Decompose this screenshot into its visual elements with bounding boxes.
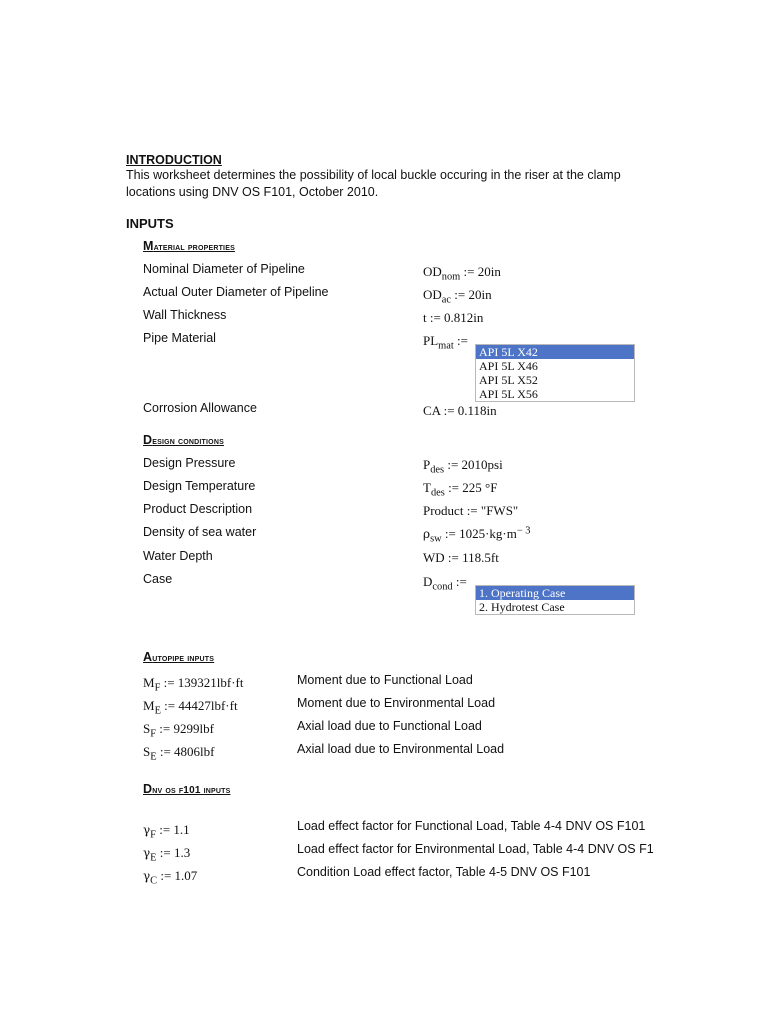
nominal-diameter-label: Nominal Diameter of Pipeline xyxy=(143,262,305,276)
gamma-environmental-expression[interactable]: $\gamma_E$ := 1.3 xyxy=(143,845,191,864)
gamma-condition-expression[interactable]: $\gamma_C$ := 1.07 xyxy=(143,868,198,887)
introduction-heading: INTRODUCTION xyxy=(126,153,222,167)
design-pressure-label: Design Pressure xyxy=(143,456,236,470)
wall-thickness-label: Wall Thickness xyxy=(143,308,227,322)
actual-diameter-expression[interactable]: $OD_{ac}$ := 20in xyxy=(423,287,492,306)
axial-environmental-expression[interactable]: $S_E$ := 4806lbf xyxy=(143,744,215,763)
gamma-functional-description: Load effect factor for Functional Load, Table 4-4 DNV OS F101 xyxy=(297,819,646,833)
pipe-material-label: Pipe Material xyxy=(143,331,216,345)
case-option[interactable]: 2. Hydrotest Case xyxy=(479,600,565,614)
product-description-label: Product Description xyxy=(143,502,253,516)
moment-environmental-expression[interactable]: $M_E$ := 44427lbf·ft xyxy=(143,698,238,717)
gamma-environmental-description: Load effect factor for Environmental Load, Table 4-4 DNV OS F1 xyxy=(297,842,654,856)
actual-diameter-label: Actual Outer Diameter of Pipeline xyxy=(143,285,329,299)
product-description-expression[interactable]: Product := "FWS" xyxy=(423,503,519,518)
intro-text-line-1: This worksheet determines the possibility of local buckle occuring in the riser at the clamp xyxy=(126,168,621,182)
design-temperature-expression[interactable]: $T_{des}$ := 225 °F xyxy=(423,480,498,499)
pipe-material-option[interactable]: API 5L X52 xyxy=(479,373,538,387)
material-properties-heading: Material properties xyxy=(143,239,235,253)
pipe-material-option[interactable]: API 5L X42 xyxy=(476,345,634,359)
dnv-inputs-heading: Dnv os f101 inputs xyxy=(143,782,231,796)
sea-water-density-label: Density of sea water xyxy=(143,525,257,539)
design-pressure-expression[interactable]: $P_{des}$ := 2010psi xyxy=(423,457,503,476)
axial-environmental-description: Axial load due to Environmental Load xyxy=(297,742,505,756)
case-expression: $D_{cond}$ := xyxy=(423,574,467,593)
moment-functional-description: Moment due to Functional Load xyxy=(297,673,473,687)
axial-functional-description: Axial load due to Functional Load xyxy=(297,719,482,733)
case-label: Case xyxy=(143,572,173,586)
case-listbox[interactable] xyxy=(475,585,635,615)
water-depth-label: Water Depth xyxy=(143,549,213,563)
nominal-diameter-expression[interactable]: $OD_{nom}$ := 20in xyxy=(423,264,501,283)
axial-functional-expression[interactable]: $S_F$ := 9299lbf xyxy=(143,721,214,740)
pipe-material-listbox[interactable] xyxy=(475,344,635,402)
corrosion-allowance-label: Corrosion Allowance xyxy=(143,401,257,415)
case-option[interactable]: 1. Operating Case xyxy=(476,586,634,600)
pipe-material-expression: $PL_{mat}$ := xyxy=(423,333,468,352)
design-temperature-label: Design Temperature xyxy=(143,479,256,493)
autopipe-inputs-heading: Autopipe inputs xyxy=(143,650,215,664)
sea-water-density-expression[interactable]: $\rho_{sw}$ := $1025\cdot kg\cdot m^{- 3}$ xyxy=(423,525,531,545)
corrosion-allowance-expression[interactable]: CA := 0.118in xyxy=(423,403,497,418)
gamma-functional-expression[interactable]: $\gamma_F$ := 1.1 xyxy=(143,822,190,841)
intro-text-line-2: locations using DNV OS F101, October 2010. xyxy=(126,185,379,199)
wall-thickness-expression[interactable]: t := 0.812in xyxy=(423,310,484,325)
water-depth-expression[interactable]: WD := 118.5ft xyxy=(423,550,499,565)
pipe-material-option[interactable]: API 5L X46 xyxy=(479,359,538,373)
pipe-material-option[interactable]: API 5L X56 xyxy=(479,387,538,401)
gamma-condition-description: Condition Load effect factor, Table 4-5 DNV OS F101 xyxy=(297,865,591,879)
moment-environmental-description: Moment due to Environmental Load xyxy=(297,696,496,710)
design-conditions-heading: Design conditions xyxy=(143,433,224,447)
moment-functional-expression[interactable]: $M_F$ := 139321lbf·ft xyxy=(143,675,244,694)
inputs-heading: INPUTS xyxy=(126,216,174,231)
